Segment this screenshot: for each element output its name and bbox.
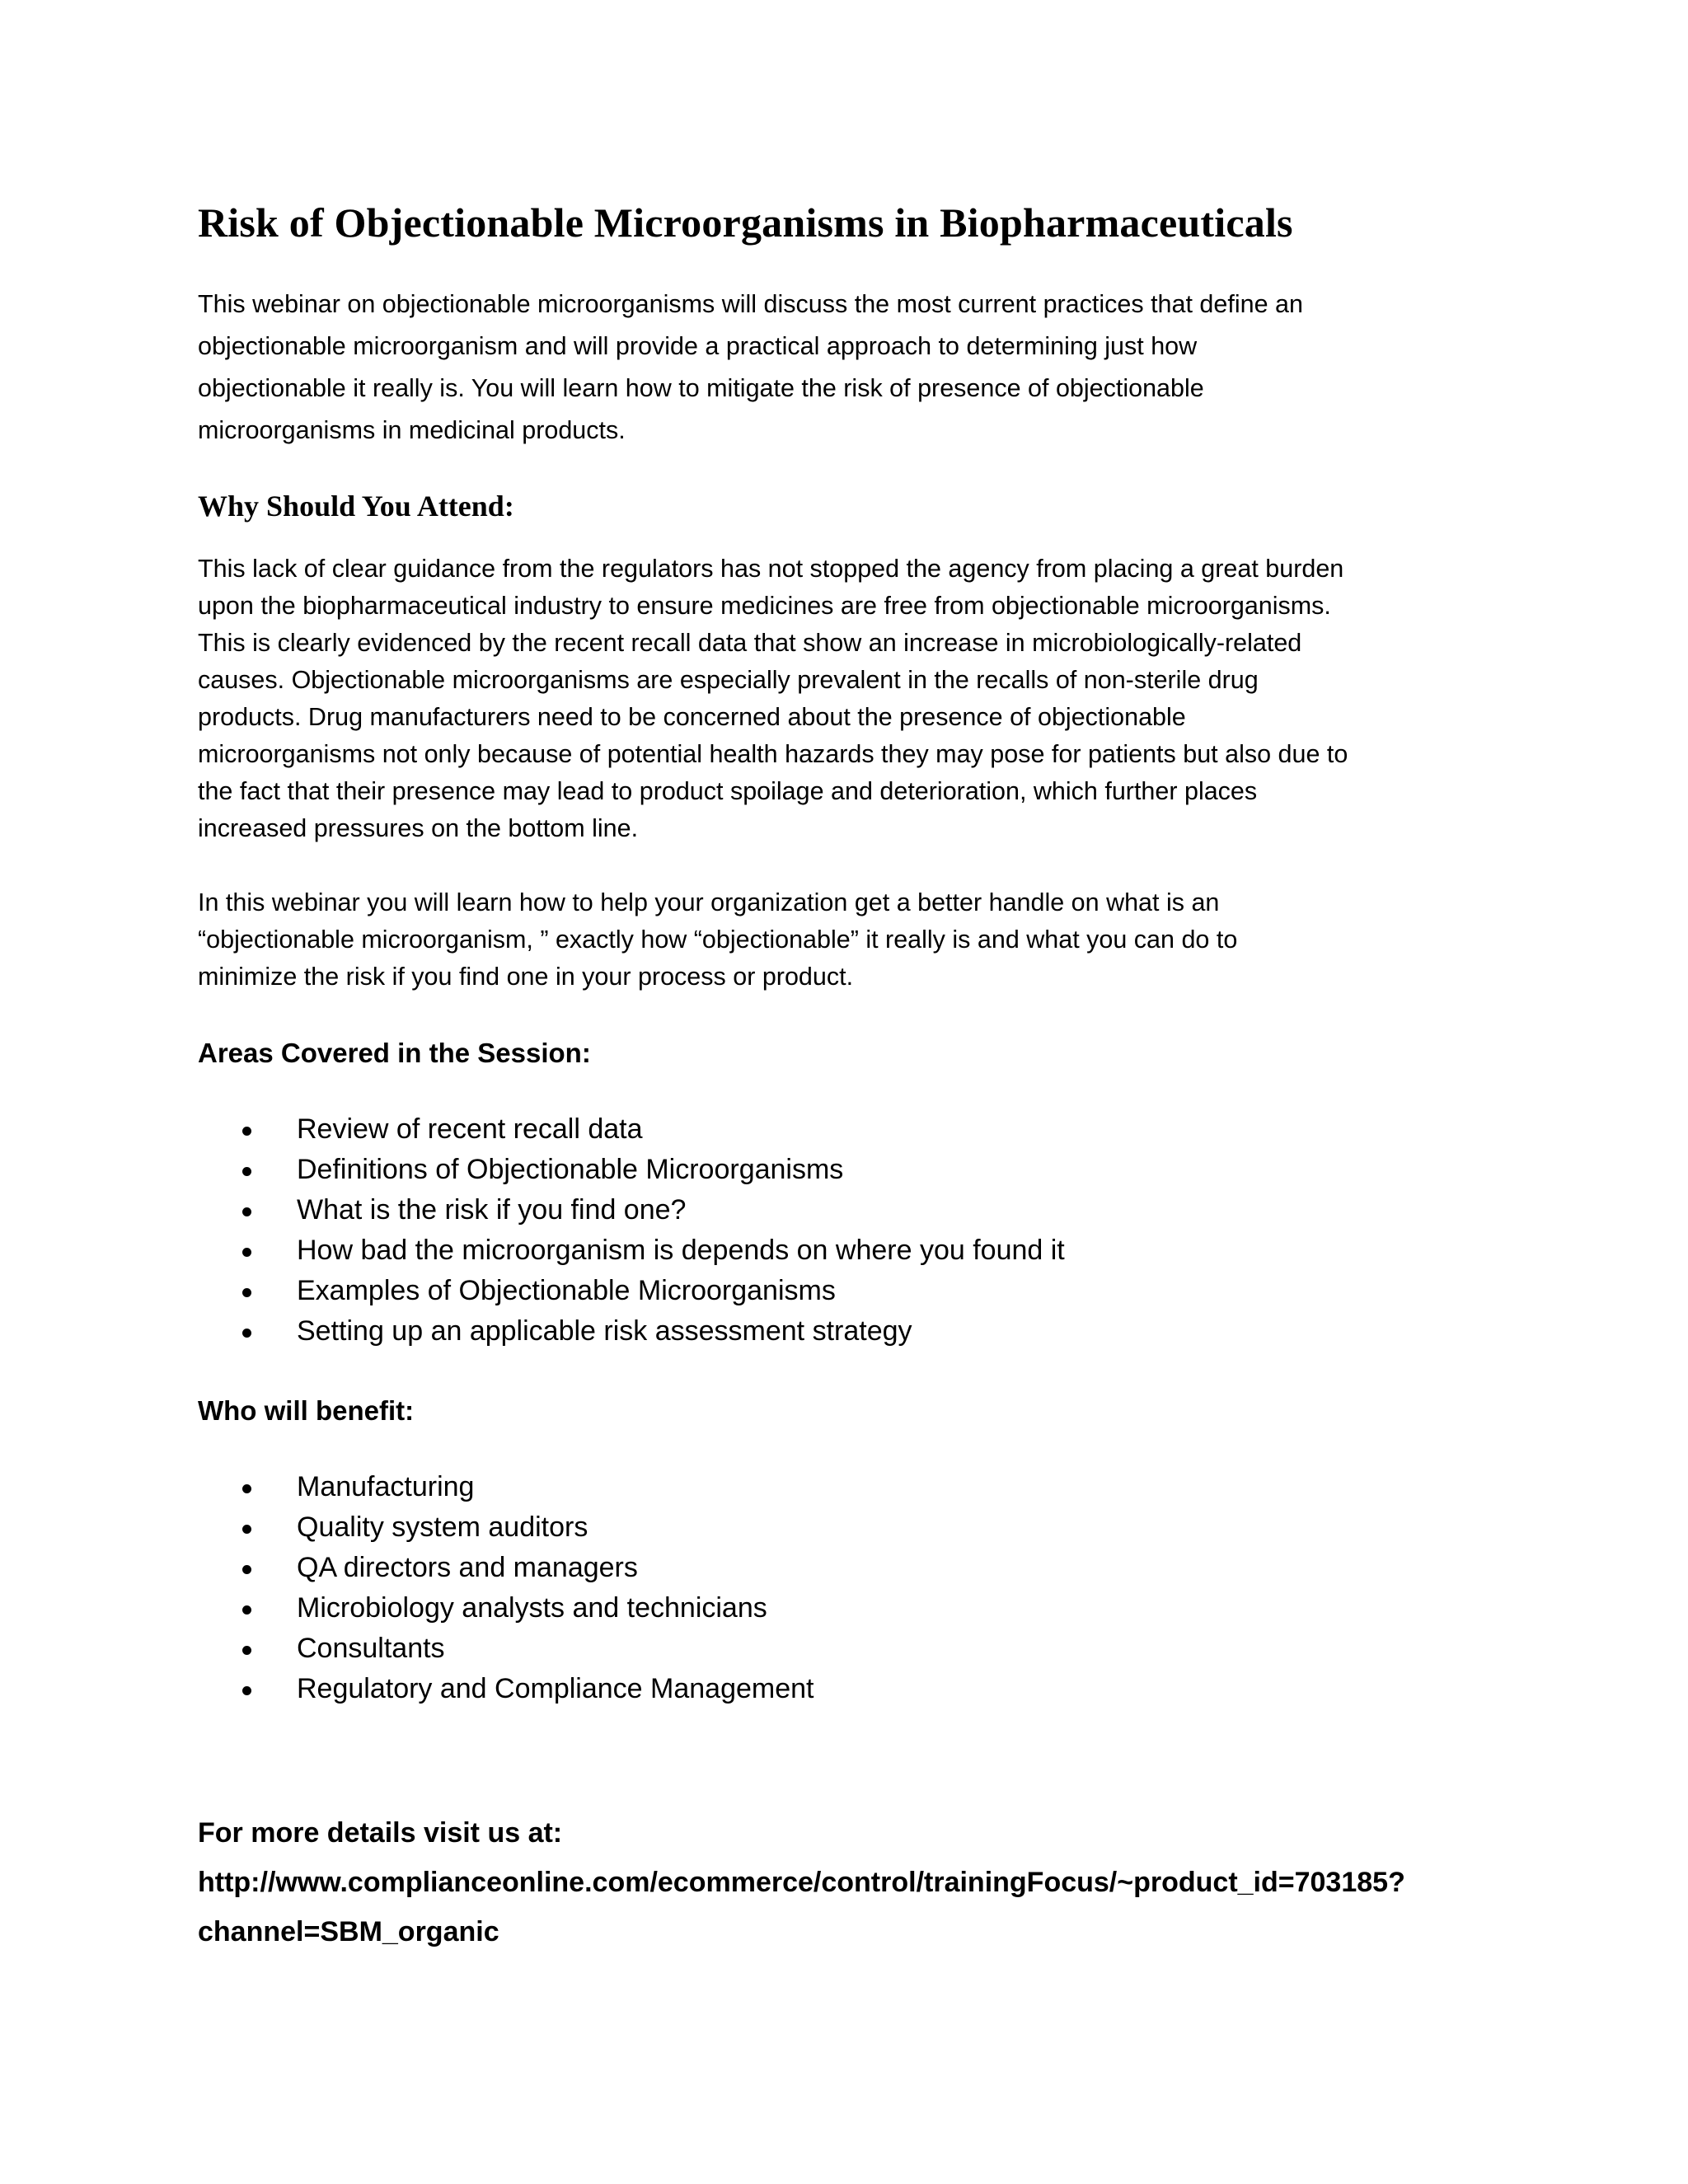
intro-line: objectionable microorganism and will provide a practical approach to determining just how — [198, 332, 1198, 360]
list-item — [198, 1271, 1484, 1311]
list-item-text: Examples of Objectionable Microorganisms — [297, 1275, 836, 1306]
details-url-line-2[interactable]: channel=SBM_organic — [198, 1916, 499, 1947]
list-item — [198, 1669, 1484, 1709]
intro-paragraph — [198, 284, 1484, 452]
list-item-text: Manufacturing — [297, 1471, 475, 1502]
bullet-icon — [242, 1127, 251, 1136]
list-item — [198, 1467, 1484, 1507]
bullet-icon — [242, 1565, 251, 1574]
bullet-icon — [242, 1525, 251, 1534]
list-item-text: Setting up an applicable risk assessment strategy — [297, 1315, 912, 1347]
webinar-paragraph — [198, 884, 1484, 996]
more-details-block — [198, 1808, 1484, 1957]
list-item-text: Quality system auditors — [297, 1511, 588, 1543]
list-item-text: Consultants — [297, 1633, 445, 1664]
webinar-line: “objectionable microorganism, ” exactly how “objectionable” it really is and what you can do to — [198, 926, 1238, 954]
bullet-icon — [242, 1605, 251, 1615]
areas-covered-list — [198, 1109, 1484, 1352]
details-url-line-1[interactable]: http://www.complianceonline.com/ecommerce/control/trainingFocus/~product_id=703185? — [198, 1867, 1405, 1898]
intro-line: This webinar on objectionable microorganisms will discuss the most current practices that define an — [198, 290, 1303, 318]
bullet-icon — [242, 1484, 251, 1493]
bullet-icon — [242, 1167, 251, 1176]
webinar-line: minimize the risk if you find one in your process or product. — [198, 963, 854, 991]
bullet-icon — [242, 1686, 251, 1695]
list-item-text: Regulatory and Compliance Management — [297, 1673, 814, 1704]
why-attend-heading: Why Should You Attend: — [198, 490, 514, 523]
list-item — [198, 1230, 1484, 1271]
areas-covered-heading: Areas Covered in the Session: — [198, 1038, 591, 1068]
list-item — [198, 1588, 1484, 1629]
why-line: causes. Objectionable microorganisms are especially prevalent in the recalls of non-sterile drug — [198, 666, 1259, 694]
why-line: products. Drug manufacturers need to be concerned about the presence of objectionable — [198, 703, 1186, 731]
list-item — [198, 1507, 1484, 1548]
webinar-line: In this webinar you will learn how to help your organization get a better handle on what is an — [198, 888, 1220, 916]
intro-line: microorganisms in medicinal products. — [198, 416, 626, 444]
bullet-icon — [242, 1646, 251, 1655]
list-item — [198, 1629, 1484, 1669]
list-item-text: Microbiology analysts and technicians — [297, 1592, 767, 1624]
list-item-text: QA directors and managers — [297, 1552, 638, 1583]
why-line: upon the biopharmaceutical industry to ensure medicines are free from objectionable microorganisms. — [198, 592, 1331, 620]
why-line: This lack of clear guidance from the regulators has not stopped the agency from placing a great burden — [198, 555, 1344, 583]
bullet-icon — [242, 1248, 251, 1257]
bullet-icon — [242, 1288, 251, 1297]
why-line: microorganisms not only because of potential health hazards they may pose for patients but also due to — [198, 740, 1348, 768]
why-line: increased pressures on the bottom line. — [198, 814, 639, 842]
list-item — [198, 1109, 1484, 1150]
list-item — [198, 1311, 1484, 1352]
intro-line: objectionable it really is. You will learn how to mitigate the risk of presence of objectionable — [198, 374, 1204, 402]
list-item — [198, 1548, 1484, 1588]
list-item — [198, 1190, 1484, 1230]
more-details-label: For more details visit us at: — [198, 1817, 563, 1849]
list-item-text: Definitions of Objectionable Microorganisms — [297, 1154, 844, 1185]
who-will-benefit-heading: Who will benefit: — [198, 1395, 415, 1426]
bullet-icon — [242, 1329, 251, 1338]
list-item — [198, 1150, 1484, 1190]
bullet-icon — [242, 1207, 251, 1216]
document-title: Risk of Objectionable Microorganisms in Biopharmaceuticals — [198, 199, 1293, 246]
why-line: This is clearly evidenced by the recent recall data that show an increase in microbiologically-related — [198, 629, 1302, 657]
why-line: the fact that their presence may lead to product spoilage and deterioration, which further places — [198, 777, 1258, 805]
why-attend-paragraph — [198, 551, 1484, 847]
list-item-text: Review of recent recall data — [297, 1113, 643, 1145]
list-item-text: How bad the microorganism is depends on where you found it — [297, 1235, 1065, 1266]
list-item-text: What is the risk if you find one? — [297, 1194, 687, 1226]
who-will-benefit-list — [198, 1467, 1484, 1709]
document-page — [198, 196, 1484, 1957]
